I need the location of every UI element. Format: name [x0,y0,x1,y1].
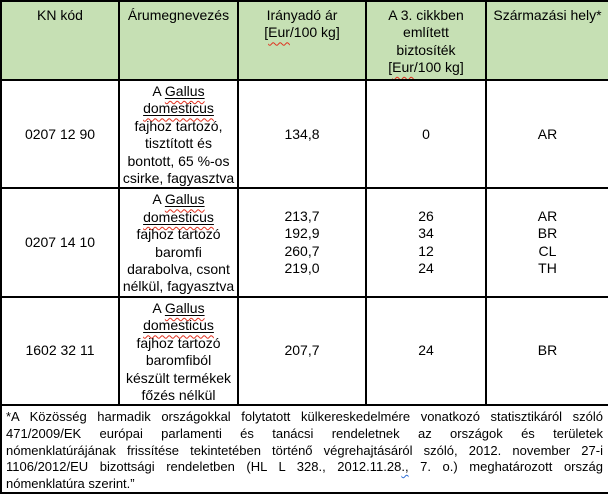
species-name: Gallus [164,83,205,99]
origin-cell [486,188,608,296]
description-line: nélkül, fagyasztva [122,278,235,295]
origin-code: AR [537,207,558,224]
misspelled-word [143,100,214,116]
kn-code-cell [1,80,119,188]
price-value: 134,8 [284,125,320,142]
deposit-cell [366,188,486,296]
desc-prefix: A [152,191,161,208]
header-row [1,1,608,80]
description-line [120,83,237,100]
price-value: 260,7 [284,242,320,259]
bracket-open: [ [388,59,393,76]
price-cell [238,188,366,296]
table-row [1,188,608,296]
header-arumegnevezes [119,1,238,80]
footnote-row [1,405,608,493]
header-deposit-line2: említett [403,24,449,41]
description-line: baromfiból [145,352,212,369]
kn-code-cell [1,297,119,405]
origin-cell [486,80,608,188]
header-price-unit [239,24,365,41]
origin-cell [486,297,608,405]
species-name: Gallus [164,191,205,208]
deposit-value: 24 [418,260,434,277]
deposit-value: 34 [418,225,434,242]
header-goods-label: Árumegnevezés [127,7,230,23]
description-line [120,209,237,226]
description-line: fajhoz tartozó [136,226,221,243]
header-szarmazasi-hely [486,1,608,80]
origin-code: AR [537,125,558,142]
description-line [120,100,237,117]
description-line [120,317,237,334]
header-iranyado-ar [238,1,366,80]
misspelled-word [165,191,205,207]
unit-rest: /100 kg] [289,24,340,41]
misspelled-word [165,83,205,99]
species-name: domesticus [143,100,214,117]
description-line: baromfi [155,243,202,260]
header-price-label: Irányadó ár [266,7,338,23]
species-name: domesticus [143,208,214,225]
header-deposit-line3: biztosíték [396,41,456,58]
deposit-value: 24 [418,342,434,359]
footnote-line [6,459,603,476]
description-line: készült termékek [125,369,232,386]
description-line [120,191,237,208]
price-value: 207,7 [284,342,320,359]
misspelled-word [143,317,214,333]
description-line: csirke, fagyasztva [122,170,235,187]
price-cell [238,80,366,188]
footnote-line: nómenklatúrájának frissítése tekintetében történő végrehajtásáról szóló, 2012. november 27-i [6,442,603,458]
origin-code: TH [538,260,557,277]
kn-code: 1602 32 11 [25,342,95,359]
species-name: Gallus [164,299,205,316]
footnote-line: nómenklatúra szerint.” [6,475,135,491]
species-name: domesticus [143,317,214,334]
table-row [1,80,608,188]
deposit-value: 0 [422,125,430,142]
misspelled-word [143,209,214,225]
price-value: 213,7 [284,207,320,224]
header-biztositek [366,1,486,80]
header-deposit-unit [367,59,485,76]
description-line: darabolva, csont [127,261,230,278]
deposit-value: 12 [418,242,434,259]
description-line: fajhoz tartozó, [134,117,223,134]
bracket-open: [ [264,24,269,41]
deposit-cell [366,80,486,188]
description-cell [119,80,238,188]
header-deposit-line1: A 3. cikkben [388,7,464,23]
header-kn-kod-label: KN kód [37,7,83,23]
footnote-cell [1,405,608,493]
desc-prefix: A [152,83,161,99]
kn-code: 0207 14 10 [24,233,96,250]
description-line: bontott, 65 %-os [127,152,230,169]
kn-code: 0207 12 90 [24,125,96,142]
footnote-line: 471/2009/EK európai parlamenti és tanácsi rendeletnek az országok és területek [6,425,603,441]
misspelled-word-eur: Eur [268,24,290,41]
description-line: fajhoz tartozó [136,334,221,351]
unit-rest: /100 kg] [413,59,464,76]
grammar-flagged-text: ., [401,459,409,475]
description-line [120,300,237,317]
header-origin-label: Származási hely* [493,7,602,23]
origin-code: CL [538,242,557,259]
deposit-value: 26 [418,207,434,224]
table-row [1,297,608,405]
origin-code: BR [537,225,558,242]
price-value: 219,0 [284,260,320,277]
description-line: tisztított és [145,135,212,152]
price-cell [238,297,366,405]
footnote-text [6,409,603,492]
price-value: 192,9 [284,225,320,242]
description-cell [119,297,238,405]
footnote-segment: 7. o.) meghatározott ország [420,459,603,475]
header-kn-kod [1,1,119,80]
footnote-segment: 1106/2012/EU bizottsági rendeletben (HL L 328., 2012.11.28 [6,459,402,475]
desc-prefix: A [152,299,161,316]
deposit-cell [366,297,486,405]
kn-code-cell [1,188,119,296]
footnote-line: *A Közösség harmadik országokkal folytatott külkereskedelmére vonatkozó statisztikáról szóló [6,409,603,425]
description-cell [119,188,238,296]
misspelled-word-eur: Eur [392,59,414,76]
misspelled-word [165,300,205,316]
origin-code: BR [537,342,558,359]
description-line: főzés nélkül [141,386,216,403]
